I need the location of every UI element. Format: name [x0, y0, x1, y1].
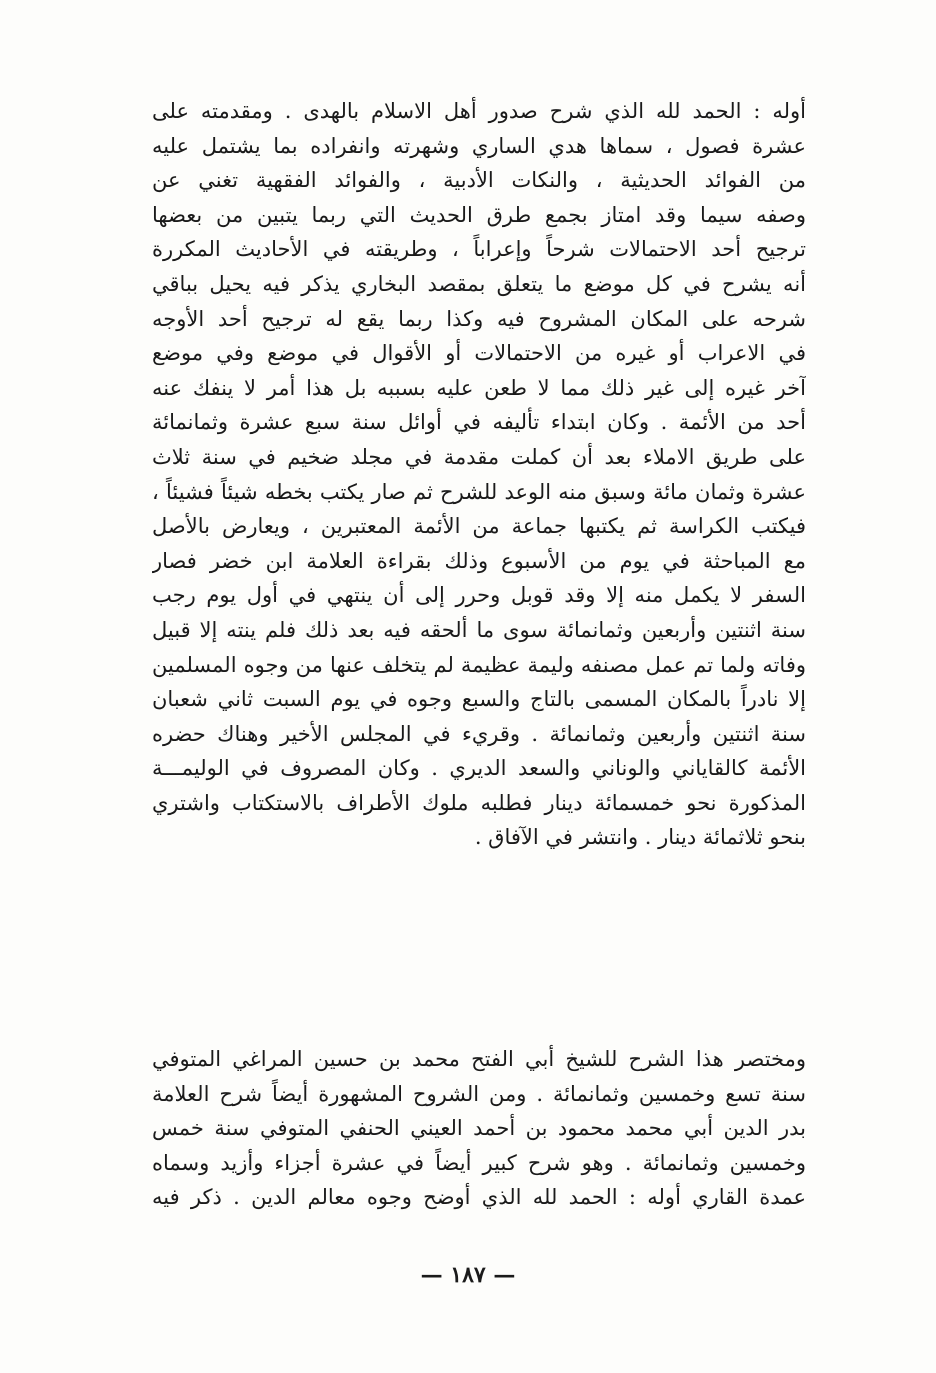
- text-line: مع المباحثة في يوم من الأسبوع وذلك بقراءة العلامة ابن خضر فصار: [152, 548, 806, 573]
- text-line: من الفوائد الحديثية ، والنكات الأدبية ، والفوائد الفقهية تغني عن: [152, 168, 806, 193]
- text-line: ومختصر هذا الشرح للشيخ أبي الفتح محمد بن حسين المراغي المتوفي: [152, 1047, 806, 1071]
- text-line: عشرة وثمان مائة وسبق منه الوعد للشرح ثم صار يكتب بخطه شيئاً فشيئاً ،: [152, 479, 806, 504]
- text-line: وخمسين وثمانمائة . وهو شرح كبير أيضاً في عشرة أجزاء وأزيد وسماه: [152, 1150, 806, 1175]
- text-line: ترجيح أحد الاحتمالات شرحاً وإعراباً ، وطريقته في الأحاديث المكررة: [152, 237, 806, 262]
- paragraph-1: [152, 94, 806, 855]
- text-line: إلا نادراً بالمكان المسمى بالتاج والسبع وجوه في يوم السبت ثاني شعبان: [152, 687, 806, 712]
- text-line: سنة تسع وخمسين وثمانمائة . ومن الشروح المشهورة أيضاً شرح العلامة: [152, 1081, 806, 1106]
- text-line: أنه يشرح في كل موضع ما يتعلق بمقصد البخاري يذكر فيه يحيل بباقي: [152, 271, 806, 296]
- text-line: الأئمة كالقاياني والوناني والسعد الديري . وكان المصروف في الوليمـــة: [152, 756, 806, 781]
- text-line: شرحه على المكان المشروح فيه وكذا ربما يقع له ترجيح أحد الأوجه: [152, 306, 806, 331]
- text-line: وفاته ولما تم عمل مصنفه وليمة عظيمة لم يتخلف عنها من وجوه المسلمين: [152, 652, 806, 677]
- text-line: فيكتب الكراسة ثم يكتبها جماعة من الأئمة المعتبرين ، ويعارض بالأصل: [152, 514, 806, 539]
- text-line: بدر الدين أبي محمد محمود بن أحمد العيني الحنفي المتوفي سنة خمس: [152, 1116, 806, 1141]
- paragraph-2: [152, 1042, 806, 1215]
- text-line: بنحو ثلاثمائة دينار . وانتشر في الآفاق .: [474, 825, 806, 850]
- text-line: في الاعراب أو غيره من الاحتمالات أو الأقوال في موضع وفي موضع: [152, 341, 806, 366]
- page-number: — ١٨٧ —: [420, 1262, 516, 1288]
- text-line: سنة اثنتين وأربعين وثمانمائة . وقريء في المجلس الأخير وهناك حضره: [152, 721, 806, 746]
- text-line: أوله : الحمد لله الذي شرح صدور أهل الاسلام بالهدى . ومقدمته على: [152, 99, 806, 123]
- text-line: وصفه سيما وقد امتاز بجمع طرق الحديث التي ربما يتبين من بعضها: [152, 202, 806, 227]
- text-line: المذكورة نحو خمسمائة دينار فطلبه ملوك الأطراف بالاستكتاب واشتري: [152, 790, 806, 815]
- text-line: عشرة فصول ، سماها هدي الساري وشهرته وانفراده بما يشتمل عليه: [152, 133, 806, 158]
- text-line: آخر غيره إلى غير ذلك مما لا طعن عليه بسببه بل هذا أمر لا ينفك عنه: [152, 375, 806, 400]
- text-line: أحد من الأئمة . وكان ابتداء تأليفه في أوائل سنة سبع عشرة وثمانمائة: [152, 410, 806, 435]
- text-line: على طريق الاملاء بعد أن كملت مقدمة في مجلد ضخيم في سنة ثلاث: [152, 444, 806, 469]
- text-line: سنة اثنتين وأربعين وثمانمائة سوى ما ألحقه فيه بعد ذلك فلم ينته إلا قبيل: [152, 617, 806, 642]
- text-line: عمدة القاري أوله : الحمد لله الذي أوضح وجوه معالم الدين . ذكر فيه: [152, 1185, 806, 1210]
- text-line: السفر لا يكمل منه إلا وقد قوبل وحرر إلى أن ينتهي في أول يوم رجب: [152, 583, 806, 608]
